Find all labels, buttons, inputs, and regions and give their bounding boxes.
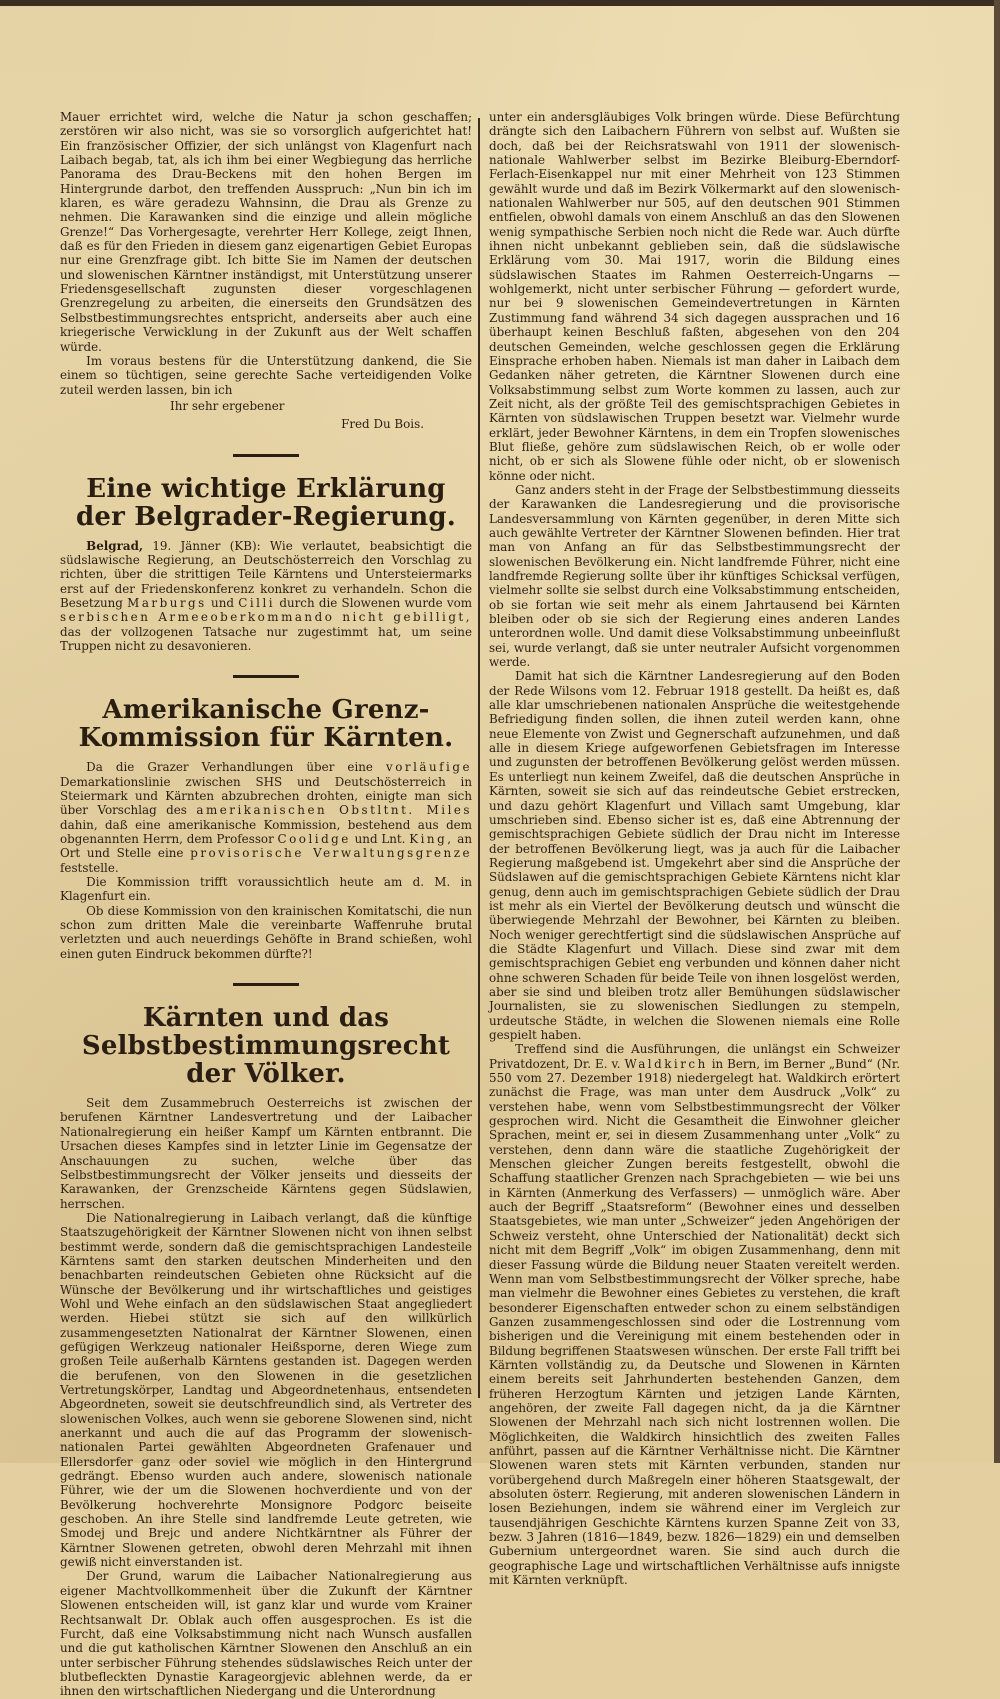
letter-greeting: Ihr sehr ergebener — [170, 398, 285, 413]
body-text: Treffend sind die Ausführungen, die unlängst ein Schweizer Privatdozent, Dr. E. v. — [489, 1042, 900, 1071]
emphasized-text: vorläufige — [386, 760, 472, 775]
article-paragraph: Die Kommission trifft voraussichtlich heute am d. M. in Klagenfurt ein. — [60, 875, 472, 904]
article-selfdetermination — [60, 1004, 472, 1698]
body-text: feststelle. — [60, 860, 119, 875]
article-paragraph: Ob diese Kommission von den krainischen Komitatschi, die nun schon zum dritten Male die vereinbarte Waffenruhe brutal verletzten und auch neuerdings Gehöfte in Brand schießen, wohl einen guten Eindruck bekommen dürfte?! — [60, 903, 472, 961]
article-headline: Kärnten und das Selbstbestimmungsrecht der Völker. — [81, 1003, 451, 1090]
article-paragraph — [60, 760, 472, 875]
emphasized-text: Marburgs — [127, 595, 207, 610]
article-belgrade — [60, 475, 472, 654]
article-paragraph: Die Nationalregierung in Laibach verlangt, daß die künftige Staatszugehörigkeit der Kärntner Slowenen nicht von ihnen selbst bestimmt werde, sondern daß die gemischtsprachigen Landesteile Kärntens samt den starken deutschen Minderheiten und den benachbarten reindeutschen Gebieten ohne Rücksicht auf die Wünsche der Bevölkerung und ihr wirtschaftliches und geistiges Wohl und Wehe einfach an den südslawischen Staat angegliedert werden. Hiebei stützt sie sich auf den willkürlich zusammengesetzten Nationalrat der Kärntner Slowenen, einen gefügigen Werkzeug nationaler Heißsporne, deren Wiege zum großen Teile außerhalb Kärntens gestanden ist. Dagegen werden die berufenen, von den Slowenen in die gesetzlichen Vertretungskörper, Landtag und Abgeordnetenhaus, entsendeten Abgeordneten, soweit sie deutschfreundlich sind, als Vertreter des slowenischen Volkes, auch wenn sie geborene Slowenen sind, nicht anerkannt und auch die auf das Programm der slowenisch-nationalen Partei gewählten Abgeordneten Grafenauer und Ellersdorfer ganz oder soviel wie möglich in den Hintergrund gedrängt. Ebenso wurden auch andere, slowenisch nationale Führer, wie der um die Slowenen hochverdiente und von der Bevölkerung hochverehrte Monsignore Podgorc beiseite geschoben. An ihre Stelle sind landfremde Leute getreten, wie Smodej und Brejc und andere Nichtkärntner als Führer der Kärntner Slowenen getreten, obwohl deren Mehrzahl mit ihnen gewiß nicht einverstanden ist. — [60, 1210, 472, 1570]
emphasized-text: serbischen Armeeoberkommando nicht gebilligt, — [60, 610, 472, 625]
emphasized-text: King, — [409, 832, 454, 847]
article-separator — [233, 675, 299, 678]
article-paragraph: Der Grund, warum die Laibacher Nationalregierung aus eigener Machtvollkommenheit über die Zukunft der Kärntner Slowenen entscheiden will, ist ganz klar und wurde vom Krainer Rechtsanwalt Dr. Oblak auch offen ausgesprochen. Es ist die Furcht, daß eine Volksabstimmung nicht nach Wunsch ausfallen und die gut katholischen Kärntner Slowenen den Anschluß an ein unter serbischer Führung stehendes südslawisches Reich unter der blutbefleckten Dynastie Karageorgjevic ablehnen werde, da er ihnen den wirtschaftlichen Niedergang und die Unterordnung — [60, 1569, 472, 1699]
body-text: und Lnt. — [354, 832, 406, 847]
emphasized-text: Cilli — [238, 595, 276, 610]
page-right-edge — [994, 0, 1000, 1463]
body-text: das der vollzogenen Tatsache nur zugestimmt hat, um seine Truppen nicht zu desavonieren. — [60, 624, 472, 653]
letter-closing-paragraph: Im voraus bestens für die Unterstützung dankend, die Sie einem so tüchtigen, seine gerechte Sache verteidigenden Volke zuteil werden lassen, bin ich — [60, 353, 472, 397]
body-text: Wie verlautet, beabsichtigt die südslawische Regierung, an Deutschösterreich den Vorschlag zu richten, über die strittigen Teile Kärntens und Untersteiermarks erst auf der Friedenskonferenz konkret zu verhandeln. Schon die Besetzung — [60, 538, 472, 610]
article-headline: Amerikanische Grenz-Kommission für Kärnten. — [78, 695, 454, 754]
body-text: dahin, daß eine amerikanische Kommission, bestehend aus dem obgenannten Herrn, dem Professor — [60, 817, 472, 847]
body-text: Demarkationslinie zwischen SHS und Deutschösterreich in Steiermark und Kärnten abzubrechen drohten, einigte man sich über Vorschlag des — [60, 774, 472, 818]
article-paragraph: Ganz anders steht in der Frage der Selbstbestimmung diesseits der Karawanken die Landesregierung und die provisorische Landesversammlung von Kärnten gegenüber, in deren Mitte sich auch gewählte Vertreter der Kärntner Slowenen befinden. Hier trat man von Anfang an für das Selbstbestimmungsrecht der slowenischen Bevölkerung ein. Nicht landfremde Führer, nicht eine landfremde Regierung sollte über ihr künftiges Schicksal verfügen, vielmehr sollte sie selbst durch eine Volksabstimmung entscheiden, ob sie fortan wie seit mehr als einem Jahrtausend bei Kärnten bleiben oder ob sie sich der Regierung eines anderen Landes unterordnen wolle. Und damit diese Volksabstimmung unbeeinflußt sei, wurde verlangt, daß sie unter neutraler Aufsicht vorgenommen werde. — [489, 482, 900, 670]
article-separator — [233, 983, 299, 986]
emphasized-text: provisorische Verwaltungsgrenze — [190, 846, 472, 861]
date: 19. Jänner (KB): — [152, 538, 261, 553]
emphasized-text: amerikanischen Obstltnt. Miles — [196, 803, 473, 818]
emphasized-text: Coolidge — [277, 832, 351, 847]
letter-continuation — [60, 110, 472, 432]
letter-paragraph: Mauer errichtet wird, welche die Natur ja schon geschaffen; zerstören wir also nicht, was sie so vorsorglich aufgerichtet hat! Ein französischer Offizier, der sich unlängst von Klagenfurt nach Laibach begab, tat, als ich ihm bei einer Wegbiegung das herrliche Panorama des Drau-Beckens mit den hohen Bergen im Hintergrunde darbot, den treffenden Ausspruch: „Nun bin ich im klaren, es wäre geradezu Wahnsinn, die Drau als Grenze zu nehmen. Die Karawanken sind die einzige und allein mögliche Grenze!“ Das Vorhergesagte, verehrter Herr Kollege, zeigt Ihnen, daß es für den Frieden in diesem ganz eigenartigen Gebiet Europas nur eine Grenzfrage gibt. Ich bitte Sie im Namen der deutschen und slowenischen Kärntner inständigst, mit Unterstützung unserer Friedensgesellschaft zugunsten dieser vorgeschlagenen Grenzregelung zu arbeiten, die einerseits den Grundsätzen des Selbstbestimmungsrechtes entspricht, anderseits aber auch eine kriegerische Verwicklung in der Zukunft aus der Welt schaffen würde. — [60, 110, 472, 354]
right-column — [489, 110, 900, 1587]
article-paragraph — [489, 1042, 900, 1587]
page-top-edge — [0, 0, 1000, 6]
article-paragraph: Seit dem Zusammebruch Oesterreichs ist zwischen der berufenen Kärntner Landesvertretung und der Laibacher Nationalregierung ein heißer Kampf um Kärnten entbrannt. Die Ursachen dieses Kampfes sind in letzter Linie im Gegensatze der Anschauungen zu suchen, welche über das Selbstbestimmungsrecht der Völker jenseits und diesseits der Karawanken, der Grenzscheide Kärntens gegen Südslawien, herrschen. — [60, 1096, 472, 1211]
article-paragraph — [60, 539, 472, 654]
article-separator — [233, 454, 299, 457]
body-text: und — [211, 595, 234, 610]
letter-signature: Fred Du Bois. — [341, 417, 424, 432]
emphasized-text: Waldkirch — [624, 1056, 708, 1071]
column-divider — [478, 118, 480, 1398]
body-text: durch die Slowenen wurde vom — [279, 595, 473, 610]
body-text: an Ort und Stelle eine — [60, 832, 473, 861]
article-headline: Eine wichtige Erklärung der Belgrader-Regierung. — [75, 473, 457, 532]
article-commission — [60, 696, 472, 961]
article-paragraph: Damit hat sich die Kärntner Landesregierung auf den Boden der Rede Wilsons vom 12. Februar 1918 gestellt. Da heißt es, daß alle klar umschriebenen nationalen Ansprüche die weitestgehende Befriedigung finden sollen, die ihnen zuteil werden kann, ohne neue Elemente von Zwist und Gegnerschaft aufzunehmen, und daß alle in diesem Kriege aufgeworfenen Gebietsfragen im Interesse und zugunsten der betroffenen Bevölkerung gelöst werden müssen. Es unterliegt nun keinem Zweifel, daß die deutschen Ansprüche in Kärnten, soweit sie sich auf das reindeutsche Gebiet erstrecken, und dazu gehört Klagenfurt und Villach samt Umgebung, klar umschrieben sind. Ebenso sicher ist es, daß eine Abtrennung der gemischtsprachigen Gebiete südlich der Drau nicht im Interesse der betroffenen Bevölkerung liegt, was ja auch für die Laibacher Regierung maßgebend ist. Umgekehrt aber sind die Ansprüche der Südslawen auf die gemischtsprachigen Gebiete Kärntens nicht klar genug, denn auch im gemischtsprachigen Gebiete südlich der Drau ist mehr als ein Viertel der Bevölkerung deutsch und wünscht die überwiegende Mehrzahl der Bewohner, bei Kärnten zu bleiben. Noch weniger gerechtfertigt sind die südslawischen Ansprüche auf die Städte Klagenfurt und Villach. Diese sind zwar mit dem gemischtsprachigen Gebiet eng verbunden und können daher nicht ohne schweren Schaden für beide Teile von ihnen losgelöst werden, aber sie sind und bleiben trotz aller Bemühungen südslawischer Journalisten, sie zu slowenischen Siedlungen zu stempeln, urdeutsche Städte, in welchen die Slowenen niemals eine Rolle gespielt haben. — [489, 669, 900, 1042]
dateline: Belgrad, — [86, 538, 144, 553]
left-column — [60, 110, 472, 1699]
article-paragraph: unter ein andersgläubiges Volk bringen würde. Diese Befürchtung drängte sich den Laibachern Führern von selbst auf. Wußten sie doch, daß bei der Reichsratswahl von 1911 der slowenisch-nationale Wahlwerber selbst im Bezirke Bleiburg-Eberndorf-Ferlach-Eisenkappel nur mit einer Mehrheit von 123 Stimmen gewählt wurde und daß im Bezirk Völkermarkt auf den slowenisch-nationalen Wahlwerber nur 505, auf den deutschen 901 Stimmen entfielen, obwohl damals von einem Anschluß an das den Slowenen wenig sympathische Serbien noch nicht die Rede war. Auch dürfte ihnen nicht unbekannt geblieben sein, daß die südslawische Erklärung vom 30. Mai 1917, worin die Bildung eines südslawischen Staates im Rahmen Oesterreich-Ungarns — wohlgemerkt, nicht unter serbischer Führung — gefordert wurde, nur bei 9 slowenischen Gemeindevertretungen in Kärnten Zustimmung fand während 34 sich dagegen aussprachen und 16 überhaupt keinen Beschluß faßten, abgesehen von den 204 deutschen Gemeinden, welche geschlossen gegen die Erklärung Einsprache erhoben haben. Niemals ist man daher in Laibach dem Gedanken näher getreten, die Kärntner Slowenen durch eine Volksabstimmung selbst zum Worte kommen zu lassen, auch zur Zeit nicht, als der größte Teil des gemischtsprachigen Gebietes in Kärnten von südslawischen Truppen besetzt war. Vielmehr wurde erklärt, jeder Bewohner Kärntens, in dem ein Tropfen slowenisches Blut fließe, gehöre zum südslawischen Reich, ob er wolle oder nicht, ob er sich als Slowene fühle oder nicht, ob er slowenisch könne oder nicht. — [489, 110, 900, 483]
body-text: Da die Grazer Verhandlungen über eine — [86, 760, 373, 775]
body-text: in Bern, im Berner „Bund“ (Nr. 550 vom 27. Dezember 1918) niedergelegt hat. Waldkirch erörtert zunächst die Frage, was man unter dem Ausdruck „Volk“ zu verstehen habe, wenn vom Selbstbestimmungsrecht der Völker gesprochen wird. Nicht die Gesamtheit die Einwohner gleicher Sprachen, meint er, sei in diesem Zusammenhang unter „Volk“ zu verstehen, denn dann wäre die staatliche Zugehörigkeit der Menschen gleicher Zungen bereits festgestellt, obwohl die Schaffung staatlicher Grenzen nach Sprachgebieten — wie bei uns in Kärnten (Anmerkung des Verfassers) — unmöglich wäre. Aber auch der Begriff „Staatsreform“ (Bewohner eines und desselben Staatsgebietes, wie man unter „Schweizer“ jeden Angehörigen der Schweiz versteht, ohne Unterschied der Nationalität) deckt sich nicht mit dem Begriff „Volk“ im obigen Zusammenhang, denn mit dieser Fassung würde die Bildung neuer Staaten vereitelt werden. Wenn man vom Selbstbestimmungsrecht der Völker spreche, habe man vielmehr die Bewohner eines Gebietes zu verstehen, die kraft besonderer Eigenschaften entweder schon zu einem selbständigen Ganzen zusammengeschlossen sind oder die Lostrennung vom bisherigen und die Vereinigung mit einem bestehenden oder in Bildung begriffenen Staatswesen wünschen. Der erste Fall trifft bei Kärnten vollständig zu, da Deutsche und Slowenen in Kärnten einem bereits seit Jahrhunderten bestehenden Ganzen, dem früheren Herzogtum Kärnten und jetzigen Lande Kärnten, angehören, der zweite Fall dagegen nicht, da ja die Kärntner Slowenen der Mehrzahl nach sich nicht lostrennen wollen. Die Möglichkeiten, die Waldkirch hinsichtlich des zweiten Falles anführt, passen auf die Kärntner Verhältnisse nicht. Die Kärntner Slowenen waren stets mit Kärnten verbunden, standen nur vorübergehend durch Maßregeln einer höheren Staatsgewalt, der absoluten österr. Regierung, mit anderen slowenischen Ländern in losen Beziehungen, indem sie während einer im Vergleich zur tausendjährigen Geschichte Kärntens kurzen Spanne Zeit von 33, bezw. 3 Jahren (1816—1849, bezw. 1826—1829) ein und demselben Gubernium untergeordnet waren. Sie sind auch durch die geographische Lage und wirtschaftlichen Verhältnisse aufs innigste mit Kärnten verknüpft. — [489, 1056, 901, 1588]
